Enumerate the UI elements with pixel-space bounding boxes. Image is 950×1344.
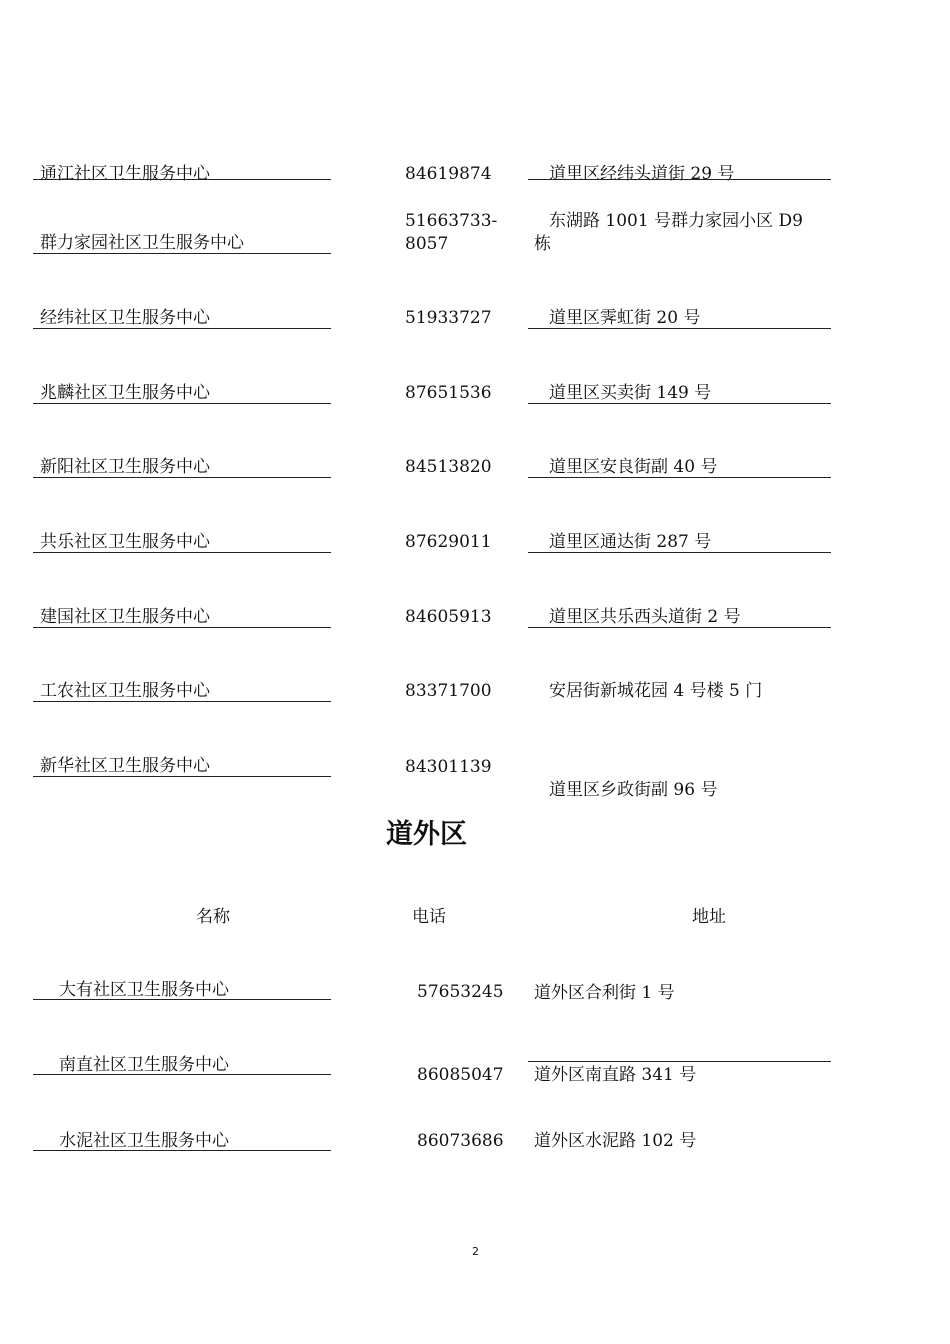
- table-row-name: 兆麟社区卫生服务中心: [40, 383, 210, 403]
- table-row-name: 工农社区卫生服务中心: [40, 681, 210, 701]
- table-row-phone: 8057: [405, 234, 449, 254]
- table-row-phone: 57653245: [417, 982, 504, 1002]
- row-underline: [33, 253, 331, 254]
- table-row-phone: 51663733-: [405, 211, 498, 231]
- table-row-phone: 87651536: [405, 383, 492, 403]
- row-underline: [528, 477, 831, 478]
- column-header-name: 名称: [196, 907, 230, 927]
- row-underline: [528, 1061, 831, 1062]
- table-row-address: 道里区通达街 287 号: [549, 532, 712, 552]
- row-underline: [33, 701, 331, 702]
- table-row-phone: 87629011: [405, 532, 492, 552]
- table-row-address: 道外区南直路 341 号: [534, 1065, 697, 1085]
- table-row-address: 道里区买卖街 149 号: [549, 383, 712, 403]
- table-row-address: 道外区合利街 1 号: [534, 983, 675, 1003]
- row-underline: [528, 328, 831, 329]
- table-row-address: 道里区共乐西头道街 2 号: [549, 607, 741, 627]
- column-header-address: 地址: [692, 907, 726, 927]
- table-row-address: 道里区安良街副 40 号: [549, 457, 718, 477]
- row-underline: [528, 403, 831, 404]
- row-underline: [33, 1074, 331, 1075]
- table-row-address: 道外区水泥路 102 号: [534, 1131, 697, 1151]
- table-row-phone: 83371700: [405, 681, 492, 701]
- row-underline: [528, 552, 831, 553]
- table-row-phone: 86085047: [417, 1065, 504, 1085]
- table-row-phone: 86073686: [417, 1131, 504, 1151]
- table-row-name: 群力家园社区卫生服务中心: [40, 233, 244, 253]
- table-row-name: 经纬社区卫生服务中心: [40, 308, 210, 328]
- row-underline: [33, 552, 331, 553]
- row-underline: [33, 179, 331, 180]
- table-row-address: 道里区霁虹街 20 号: [549, 308, 701, 328]
- table-row-name: 南直社区卫生服务中心: [59, 1055, 229, 1075]
- row-underline: [33, 627, 331, 628]
- table-row-address: 东湖路 1001 号群力家园小区 D9: [549, 211, 803, 231]
- table-row-name: 建国社区卫生服务中心: [40, 607, 210, 627]
- row-underline: [33, 1150, 331, 1151]
- table-row-name: 大有社区卫生服务中心: [59, 980, 229, 1000]
- table-row-name: 水泥社区卫生服务中心: [59, 1131, 229, 1151]
- row-underline: [33, 403, 331, 404]
- table-row-address: 栋: [534, 234, 551, 254]
- table-row-phone: 84619874: [405, 164, 492, 184]
- table-row-name: 新阳社区卫生服务中心: [40, 457, 210, 477]
- table-row-address: 道里区经纬头道街 29 号: [549, 164, 735, 184]
- table-row-phone: 84605913: [405, 607, 492, 627]
- row-underline: [33, 328, 331, 329]
- table-row-phone: 84301139: [405, 757, 492, 777]
- section-heading: 道外区: [386, 819, 467, 850]
- table-row-phone: 84513820: [405, 457, 492, 477]
- row-underline: [528, 179, 831, 180]
- table-row-address: 道里区乡政街副 96 号: [549, 780, 718, 800]
- page-number: 2: [472, 1245, 479, 1258]
- table-row-name: 共乐社区卫生服务中心: [40, 532, 210, 552]
- row-underline: [528, 627, 831, 628]
- table-row-name: 通江社区卫生服务中心: [40, 164, 210, 184]
- row-underline: [33, 999, 331, 1000]
- row-underline: [33, 477, 331, 478]
- row-underline: [33, 776, 331, 777]
- column-header-phone: 电话: [412, 907, 446, 927]
- table-row-phone: 51933727: [405, 308, 492, 328]
- table-row-address: 安居街新城花园 4 号楼 5 门: [549, 681, 763, 701]
- table-row-name: 新华社区卫生服务中心: [40, 756, 210, 776]
